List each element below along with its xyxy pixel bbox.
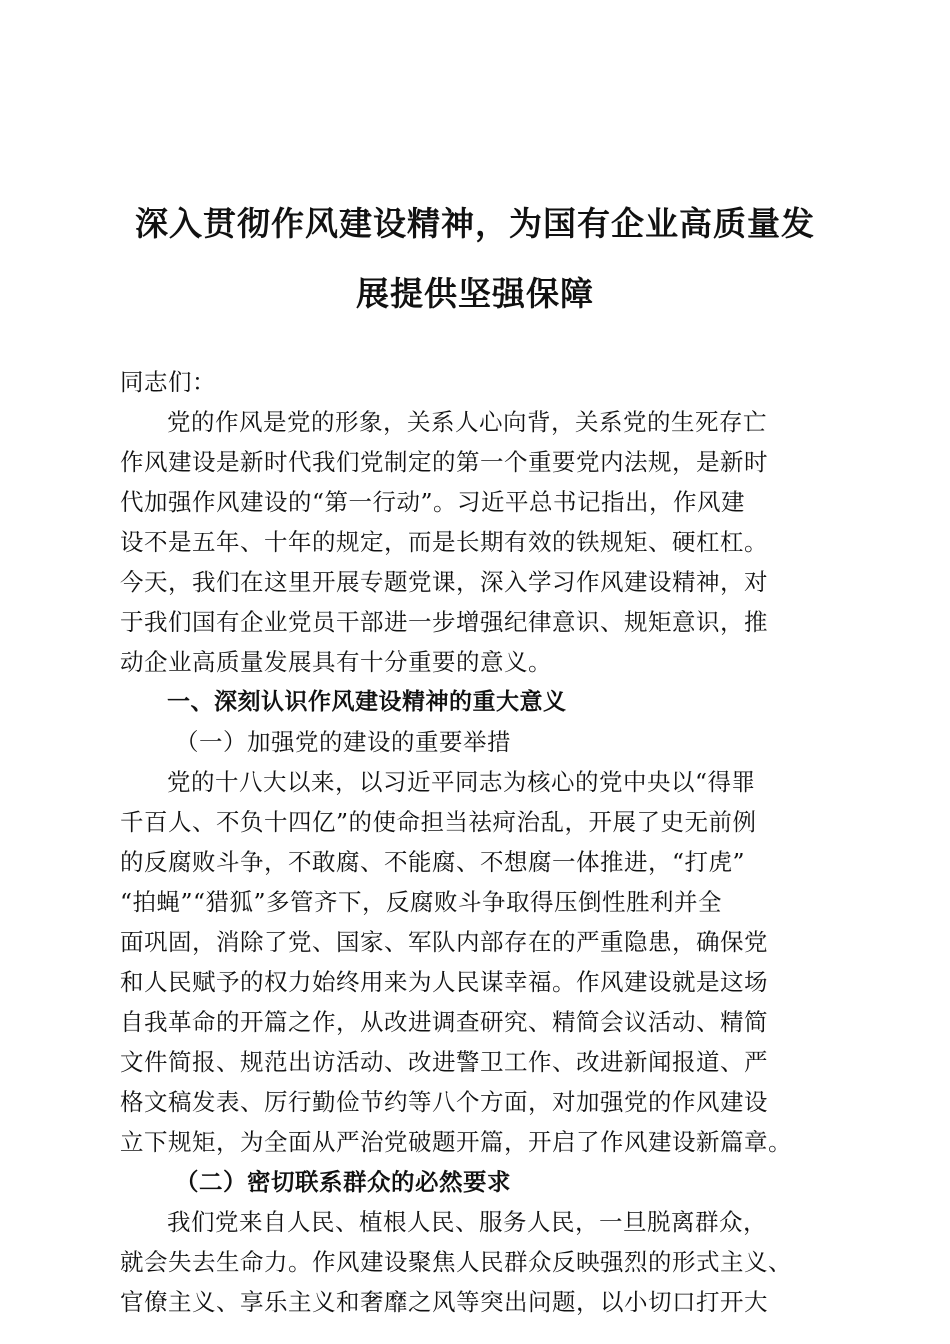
paragraph-line: 就会失去生命力。作风建设聚焦人民群众反映强烈的形式主义、 — [120, 1248, 792, 1276]
paragraph-line: 动企业高质量发展具有十分重要的意义。 — [120, 648, 552, 676]
paragraph-line: 于我们国有企业党员干部进一步增强纪律意识、规矩意识，推 — [120, 608, 768, 636]
document-title-line-1: 深入贯彻作风建设精神，为国有企业高质量发 — [135, 204, 815, 243]
document-title-line-2: 展提供坚强保障 — [356, 274, 594, 313]
paragraph-line: 党的十八大以来，以习近平同志为核心的党中央以“得罪 — [167, 768, 756, 796]
section-heading-1: 一、深刻认识作风建设精神的重大意义 — [167, 689, 567, 715]
paragraph-line: 党的作风是党的形象，关系人心向背，关系党的生死存亡 — [167, 408, 767, 436]
paragraph-line: 作风建设是新时代我们党制定的第一个重要党内法规，是新时 — [120, 448, 768, 476]
salutation: 同志们： — [120, 368, 216, 396]
paragraph-line: 文件简报、规范出访活动、改进警卫工作、改进新闻报道、严 — [120, 1048, 768, 1076]
document-body — [120, 362, 826, 1322]
paragraph-line: 千百人、不负十四亿”的使命担当祛疴治乱，开展了史无前例 — [120, 808, 757, 836]
subsection-heading-1: （一）加强党的建设的重要举措 — [175, 728, 511, 756]
paragraph-line: 格文稿发表、厉行勤俭节约等八个方面，对加强党的作风建设 — [120, 1088, 768, 1116]
paragraph-line: 代加强作风建设的“第一行动”。习近平总书记指出，作风建 — [120, 488, 746, 516]
paragraph-line: 和人民赋予的权力始终用来为人民谋幸福。作风建设就是这场 — [120, 968, 768, 996]
subsection-heading-2: （二）密切联系群众的必然要求 — [175, 1168, 511, 1196]
paragraph-line: 立下规矩，为全面从严治党破题开篇，开启了作风建设新篇章。 — [120, 1128, 792, 1156]
paragraph-line: “拍蝇”“猎狐”多管齐下，反腐败斗争取得压倒性胜利并全 — [120, 888, 723, 916]
paragraph-line: 设不是五年、十年的规定，而是长期有效的铁规矩、硬杠杠。 — [120, 528, 768, 556]
paragraph-line: 官僚主义、享乐主义和奢靡之风等突出问题，以小切口打开大 — [120, 1288, 768, 1316]
paragraph-line: 今天，我们在这里开展专题党课，深入学习作风建设精神，对 — [120, 568, 768, 596]
paragraph-line: 的反腐败斗争，不敢腐、不能腐、不想腐一体推进，“打虎” — [120, 848, 746, 876]
paragraph-line: 面巩固，消除了党、国家、军队内部存在的严重隐患，确保党 — [120, 928, 768, 956]
paragraph-line: 我们党来自人民、植根人民、服务人民，一旦脱离群众， — [167, 1208, 767, 1236]
paragraph-line: 自我革命的开篇之作，从改进调查研究、精简会议活动、精简 — [120, 1008, 768, 1036]
